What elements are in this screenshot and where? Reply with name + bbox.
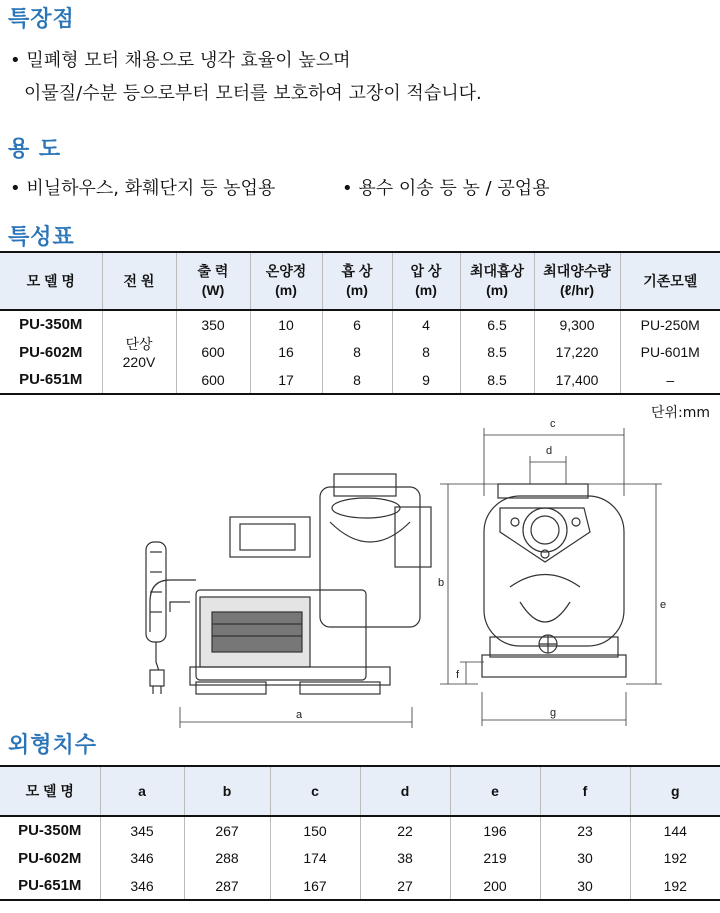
usage-heading: 용 도 (8, 137, 62, 162)
spec-header-output: 출 력 (W) (176, 252, 250, 310)
unit-label: 단위:mm (650, 405, 710, 421)
features-line-2: 이물질/수분 등으로부터 모터를 보호하여 고장이 적습니다. (24, 83, 482, 104)
dim-header-f: f (540, 766, 630, 816)
features-line-1: • 밀폐형 모터 채용으로 냉각 효율이 높으며 (10, 50, 351, 71)
table-row: PU-350M 단상 220V 350 10 6 4 6.5 9,300 PU-250M (0, 310, 720, 338)
dim-header-model: 모 델 명 (0, 766, 100, 816)
table-row: PU-651M 346 287 167 27 200 30 192 (0, 872, 720, 900)
dim-label-b: b (438, 577, 445, 589)
pump-side-view-drawing (146, 474, 431, 694)
dim-header-g: g (630, 766, 720, 816)
spec-power-cell: 단상 220V (102, 310, 176, 394)
spec-header-head: 온양정 (m) (250, 252, 322, 310)
spec-header-suction: 흡 상 (m) (322, 252, 392, 310)
dim-label-e: e (660, 599, 667, 611)
dim-header-c: c (270, 766, 360, 816)
dim-label-c: c (550, 418, 556, 430)
usage-item-2: • 용수 이송 등 농 / 공업용 (342, 178, 550, 199)
dim-header-a: a (100, 766, 184, 816)
dim-header-e: e (450, 766, 540, 816)
spec-header-max-suction: 최대흡상 (m) (460, 252, 534, 310)
features-heading: 특장점 (8, 7, 75, 32)
spec-header-pressure: 압 상 (m) (392, 252, 460, 310)
pump-front-view-drawing (482, 484, 626, 677)
table-row: PU-651M 600 17 8 9 8.5 17,400 – (0, 366, 720, 394)
spec-header-prev-model: 기존모델 (620, 252, 720, 310)
table-row: PU-602M 346 288 174 38 219 30 192 (0, 844, 720, 872)
usage-item-1: • 비닐하우스, 화훼단지 등 농업용 (10, 178, 276, 199)
spec-header-power: 전 원 (102, 252, 176, 310)
dim-label-f: f (456, 669, 460, 681)
dimension-table (0, 765, 720, 901)
dim-label-g: g (550, 707, 557, 719)
pump-drawing (0, 412, 720, 730)
power-plug-icon (150, 670, 164, 694)
spec-header-max-flow: 최대양수량 (ℓ/hr) (534, 252, 620, 310)
dim-header-b: b (184, 766, 270, 816)
spec-table-heading: 특성표 (8, 225, 75, 250)
dimension-heading: 외형치수 (8, 733, 98, 758)
dim-label-a: a (296, 709, 303, 721)
table-row: PU-350M 345 267 150 22 196 23 144 (0, 816, 720, 844)
spec-header-model: 모 델 명 (0, 252, 102, 310)
dim-label-d: d (546, 445, 553, 457)
dim-header-d: d (360, 766, 450, 816)
spec-table (0, 251, 720, 395)
table-row: PU-602M 600 16 8 8 8.5 17,220 PU-601M (0, 338, 720, 366)
